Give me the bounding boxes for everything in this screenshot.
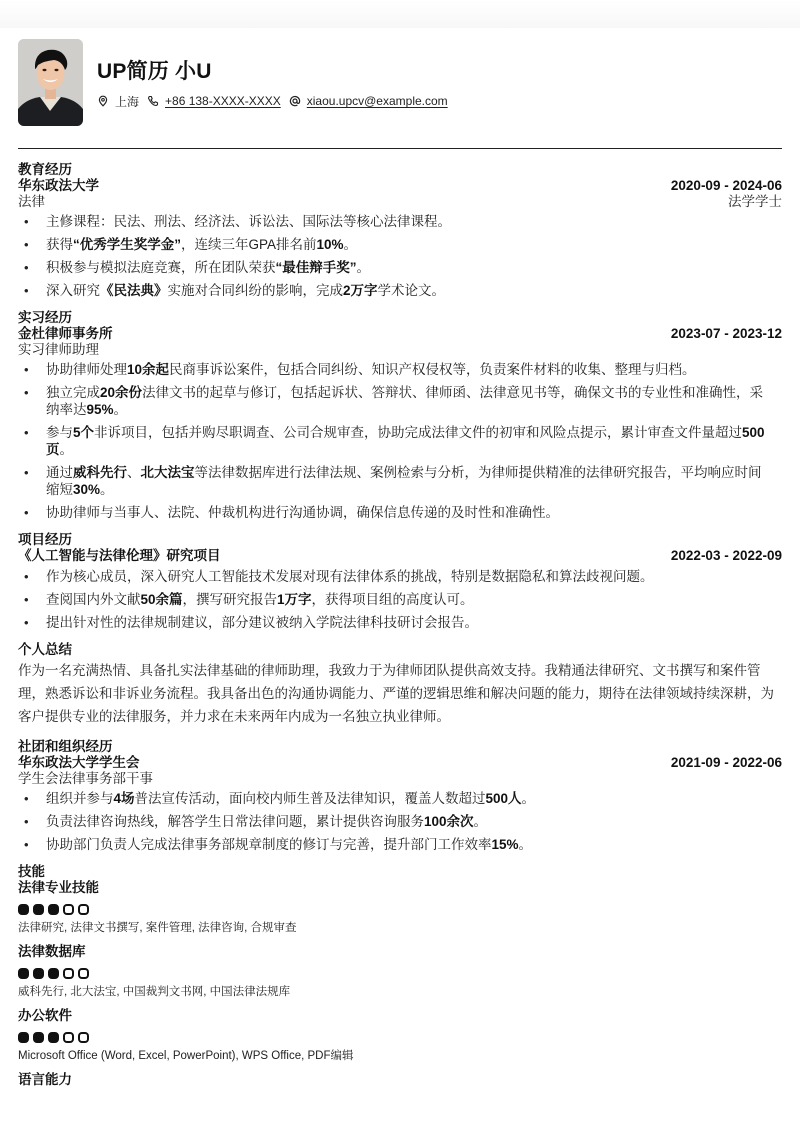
company-name: 金杜律师事务所 (18, 326, 113, 341)
email-link[interactable]: xiaou.upcv@example.com (306, 94, 448, 108)
bullet-text: 深入研究 (46, 283, 100, 298)
filled-dot-icon (33, 968, 44, 979)
bullet-text: 协助部门负责人完成法律事务部规章制度的修订与完善，提升部门工作效率 (46, 837, 492, 852)
header-divider (18, 148, 782, 149)
bold-highlight: 《民法典》 (100, 283, 168, 298)
skill-item (18, 944, 782, 999)
bold-highlight: 50余篇 (140, 592, 183, 607)
contact-location (97, 93, 139, 110)
empty-dot-icon (63, 904, 74, 915)
bullet-text: 实施对合同纠纷的影响，完成 (167, 283, 343, 298)
bold-highlight: 北大法宝 (140, 465, 195, 480)
entry-subheader (18, 771, 782, 786)
bold-highlight: 1万字 (277, 592, 312, 607)
bullet-list (18, 213, 782, 299)
bullet-text: 等法律数据库进行法律法规、案例检索与分析，为律师提供精准的法律研究报告，平均响应时间缩短 (46, 465, 762, 497)
entry-dates: 2023-07 - 2023-12 (670, 326, 782, 341)
bullet-text: ，获得项目组的高度认可。 (311, 592, 474, 607)
filled-dot-icon (18, 904, 29, 915)
section-summary (18, 642, 782, 728)
section-title: 项目经历 (18, 532, 72, 547)
bullet-text: 民商事诉讼案件，包括合同纠纷、知识产权侵权等，负责案件材料的收集、整理与归档。 (169, 362, 696, 377)
skill-level-rating (18, 904, 782, 915)
contact-email (289, 94, 448, 108)
section-organization (18, 739, 782, 853)
bold-highlight: 30% (73, 482, 101, 497)
bullet-text: 获得 (46, 237, 73, 252)
skill-description: Microsoft Office (Word, Excel, PowerPoint), WPS Office, PDF编辑 (18, 1050, 354, 1062)
entry-subheader (18, 342, 782, 357)
phone-link[interactable]: +86 138-XXXX-XXXX (165, 94, 281, 108)
filled-dot-icon (48, 1032, 59, 1043)
bold-highlight: 100余次 (424, 814, 474, 829)
entry-header (18, 755, 782, 771)
empty-dot-icon (78, 904, 89, 915)
entry-subheader (18, 194, 782, 209)
skill-name: 法律专业技能 (18, 880, 99, 895)
bullet-text: 。 (521, 791, 536, 806)
bold-highlight: 5个 (73, 425, 95, 440)
bullet-text: 负责法律咨询热线，解答学生日常法律问题，累计提供咨询服务 (46, 814, 424, 829)
bullet-text: 提出针对性的法律规制建议，部分建议被纳入学院法律科技研讨会报告。 (46, 615, 478, 630)
contact-phone (147, 94, 281, 108)
entry-header (18, 548, 782, 564)
bullet-text: 。 (113, 402, 128, 417)
bullet-text: 普法宣传活动，面向校内师生普及法律知识，覆盖人数超过 (134, 791, 486, 806)
bullet-text: 作为核心成员，深入研究人工智能技术发展对现有法律体系的挑战，特别是数据隐私和算法歧视问题。 (46, 569, 654, 584)
role: 实习律师助理 (18, 342, 99, 357)
entry-dates: 2020-09 - 2024-06 (670, 178, 782, 193)
section-title: 教育经历 (18, 162, 72, 177)
bullet-text: 通过 (46, 465, 73, 480)
entry-header (18, 326, 782, 342)
bullet-item (18, 464, 782, 498)
major: 法律 (18, 194, 45, 209)
project-name: 《人工智能与法律伦理》研究项目 (18, 548, 221, 563)
empty-dot-icon (63, 1032, 74, 1043)
contact-row (97, 93, 456, 110)
skill-name: 法律数据库 (18, 944, 86, 959)
organization-name: 华东政法大学学生会 (18, 755, 140, 770)
section-title: 技能 (18, 864, 45, 879)
bullet-list (18, 361, 782, 521)
empty-dot-icon (78, 968, 89, 979)
bold-highlight: 20余份 (100, 385, 143, 400)
bullet-text: 、 (127, 465, 141, 480)
skill-item (18, 880, 782, 935)
bullet-text: 独立完成 (46, 385, 100, 400)
bold-highlight: 500人 (485, 791, 522, 806)
bullet-text: 查阅国内外文献 (46, 592, 141, 607)
bullet-item (18, 424, 782, 458)
bold-highlight: 10余起 (127, 362, 170, 377)
bold-highlight: 15% (491, 837, 519, 852)
bullet-text: 。 (59, 442, 73, 457)
bullet-list (18, 568, 782, 631)
skill-level-rating (18, 1032, 782, 1043)
resume-header (18, 28, 782, 120)
header-info (97, 55, 456, 110)
skill-level-rating (18, 968, 782, 979)
filled-dot-icon (18, 968, 29, 979)
bullet-item (18, 591, 782, 608)
section-title: 个人总结 (18, 642, 72, 657)
bullet-text: 组织并参与 (46, 791, 114, 806)
bullet-text: 法律文书的起草与修订，包括起诉状、答辩状、律师函、法律意见书等，确保文书的专业性和准确性，采纳率达 (46, 385, 764, 417)
location-text: 上海 (115, 94, 140, 109)
section-title: 社团和组织经历 (18, 739, 113, 754)
bold-highlight: 95% (86, 402, 114, 417)
resume-page (0, 28, 800, 1088)
bullet-item (18, 213, 782, 230)
skills-list (18, 880, 782, 1088)
bullet-text: 主修课程：民法、刑法、经济法、诉讼法、国际法等核心法律课程。 (46, 214, 451, 229)
entry-dates: 2022-03 - 2022-09 (670, 548, 782, 563)
bold-highlight: 2万字 (343, 283, 378, 298)
bold-highlight: “最佳辩手奖” (275, 260, 357, 275)
candidate-name: UP简历 小U (97, 59, 212, 83)
bold-highlight: 500页 (46, 425, 765, 457)
phone-icon (147, 95, 159, 107)
bullet-item (18, 361, 782, 378)
bullet-text: 。 (100, 482, 114, 497)
bullet-text: 参与 (46, 425, 73, 440)
filled-dot-icon (48, 904, 59, 915)
section-education (18, 162, 782, 299)
school-name: 华东政法大学 (18, 178, 99, 193)
bullet-text: ，撰写研究报告 (182, 592, 278, 607)
skill-item (18, 1008, 782, 1063)
bullet-item (18, 236, 782, 253)
skill-name: 语言能力 (18, 1072, 72, 1087)
bullet-text: ，连续三年GPA排名前 (181, 237, 317, 252)
filled-dot-icon (33, 1032, 44, 1043)
empty-dot-icon (78, 1032, 89, 1043)
page-top-shadow (0, 0, 800, 28)
bullet-text: 。 (473, 814, 488, 829)
bullet-text: 非诉项目，包括并购尽职调查、公司合规审查，协助完成法律文件的初审和风险点提示，累计审查文件量超过 (94, 425, 743, 440)
entry-header (18, 178, 782, 194)
location-pin-icon (97, 95, 109, 107)
bullet-item (18, 384, 782, 418)
bullet-item (18, 614, 782, 631)
filled-dot-icon (33, 904, 44, 915)
filled-dot-icon (18, 1032, 29, 1043)
section-project (18, 532, 782, 631)
bullet-text: 学术论文。 (377, 283, 446, 298)
skill-description: 威科先行, 北大法宝, 中国裁判文书网, 中国法律法规库 (18, 986, 291, 998)
section-title: 实习经历 (18, 310, 72, 325)
bold-highlight: “优秀学生奖学金” (73, 237, 181, 252)
section-skills (18, 864, 782, 1088)
bold-highlight: 4场 (113, 791, 135, 806)
bold-highlight: 10% (316, 237, 344, 252)
entry-dates: 2021-09 - 2022-06 (670, 755, 782, 770)
bullet-item (18, 790, 782, 807)
bold-highlight: 威科先行 (73, 465, 127, 480)
bullet-text: 。 (518, 837, 533, 852)
bullet-item (18, 568, 782, 585)
skill-name: 办公软件 (18, 1008, 72, 1023)
bullet-item (18, 259, 782, 276)
bullet-item (18, 813, 782, 830)
summary-text: 作为一名充满热情、具备扎实法律基础的律师助理，我致力于为律师团队提供高效支持。我精通法律研究、文书撰写和案件管理，熟悉诉讼和非诉业务流程。我具备出色的沟通协调能力、严谨的逻辑思维和解决问题的能力，期待在法律领域持续深耕，为客户提供专业的法律服务，并力求在未来两年内成为一名独立执业律师。 (18, 663, 774, 724)
bullet-text: 。 (356, 260, 370, 275)
bullet-text: 协助律师处理 (46, 362, 127, 377)
bullet-list (18, 790, 782, 853)
bullet-item (18, 836, 782, 853)
skill-item (18, 1072, 782, 1088)
at-sign-icon (289, 95, 301, 107)
bullet-item (18, 282, 782, 299)
bullet-text: 协助律师与当事人、法院、仲裁机构进行沟通协调，确保信息传递的及时性和准确性。 (46, 505, 559, 520)
bullet-item (18, 504, 782, 521)
bullet-text: 积极参与模拟法庭竞赛，所在团队荣获 (46, 260, 276, 275)
bullet-text: 。 (343, 237, 358, 252)
role: 学生会法律事务部干事 (18, 771, 153, 786)
skill-description: 法律研究, 法律文书撰写, 案件管理, 法律咨询, 合规审查 (18, 922, 297, 934)
empty-dot-icon (63, 968, 74, 979)
filled-dot-icon (48, 968, 59, 979)
section-internship (18, 310, 782, 521)
avatar-photo (18, 39, 83, 126)
degree: 法学学士 (728, 194, 782, 209)
